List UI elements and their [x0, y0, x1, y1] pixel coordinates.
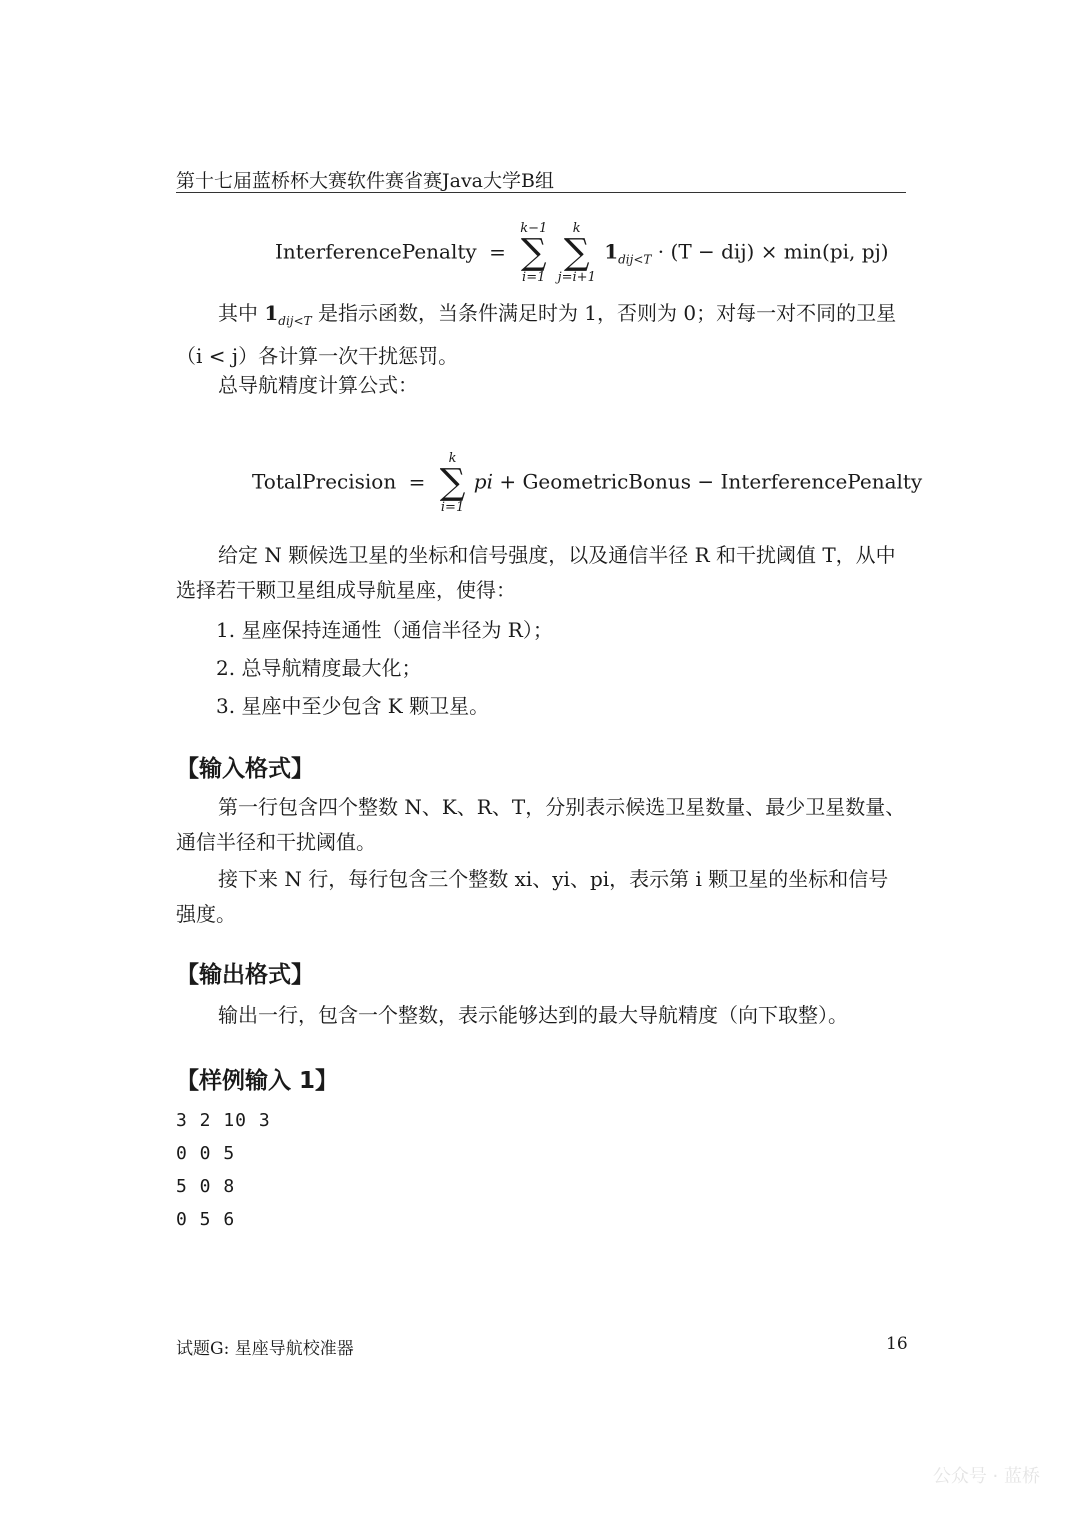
- para1-indicator: 1: [264, 301, 279, 325]
- para1-text-b: 是指示函数，当条件满足时为 1，否则为 0；对每一对不同的卫星（i < j）各计算一次干扰惩罚。: [176, 301, 897, 368]
- para1-indicator-sub: dij<T: [278, 314, 312, 328]
- formula2-lhs: TotalPrecision: [252, 469, 397, 494]
- section-title-input: 【输入格式】: [176, 756, 314, 782]
- page-header: 第十七届蓝桥杯大赛软件赛省赛Java大学B组: [176, 170, 554, 192]
- formula2-term: pi: [473, 469, 493, 494]
- formula1-indicator-sub: dij<T: [618, 252, 652, 267]
- input-format-p2: 接下来 N 行，每行包含三个整数 xi、yi、pi，表示第 i 颗卫星的坐标和信号强度。: [176, 867, 889, 926]
- sample-line: 0 0 5: [176, 1143, 236, 1164]
- sigma-symbol: ∑: [563, 232, 590, 273]
- paragraph-total-formula-label: 总导航精度计算公式：: [218, 373, 418, 397]
- formula1-body: · (T − dij) × min(pi, pj): [657, 239, 889, 264]
- sample-line: 5 0 8: [176, 1176, 236, 1197]
- header-rule: [176, 192, 906, 193]
- formula1-eq: =: [489, 239, 506, 264]
- formula2-sum-lower: i=1: [440, 500, 465, 515]
- para1-text-a: 其中: [218, 301, 265, 325]
- paragraph-problem-statement: 给定 N 颗候选卫星的坐标和信号强度，以及通信半径 R 和干扰阈值 T，从中选择若干颗卫星组成导航星座，使得：: [176, 543, 896, 602]
- list-item: 3. 星座中至少包含 K 颗卫星。: [216, 694, 490, 718]
- formula1-sum1-upper: k−1: [520, 221, 548, 236]
- formula1-sum-outer: [520, 222, 547, 284]
- formula1-indicator: 1: [604, 239, 619, 264]
- input-format-p1: 第一行包含四个整数 N、K、R、T，分别表示候选卫星数量、最少卫星数量、通信半径和干扰阈值。: [176, 795, 906, 854]
- sigma-symbol: ∑: [520, 232, 547, 273]
- formula2-sum-upper: k: [448, 451, 457, 466]
- formula2-rest: + GeometricBonus − InterferencePenalty: [499, 469, 923, 494]
- formula-interference-penalty: [275, 222, 889, 284]
- list-item: 1. 星座保持连通性（通信半径为 R）；: [216, 618, 553, 642]
- formula1-lhs: InterferencePenalty: [275, 239, 477, 264]
- watermark: 公众号 · 蓝桥: [932, 1466, 1040, 1487]
- formula-total-precision: [252, 452, 922, 514]
- footer-problem-title: 试题G: 星座导航校准器: [176, 1339, 354, 1359]
- section-title-output: 【输出格式】: [176, 962, 314, 988]
- section-title-sample-input: 【样例输入 1】: [176, 1068, 339, 1094]
- paragraph-indicator-explanation: [176, 296, 906, 374]
- formula2-sum: [440, 452, 466, 514]
- formula1-sum-inner: [558, 222, 596, 284]
- sample-line: 0 5 6: [176, 1209, 236, 1230]
- output-format-p1: 输出一行，包含一个整数，表示能够达到的最大导航精度（向下取整）。: [218, 1003, 848, 1027]
- list-item: 2. 总导航精度最大化；: [216, 656, 422, 680]
- formula1-sum2-lower: j=i+1: [557, 270, 596, 285]
- footer-page-number: 16: [886, 1334, 908, 1354]
- formula1-sum1-lower: i=1: [522, 270, 546, 285]
- formula1-sum2-upper: k: [572, 221, 581, 236]
- sample-line: 3 2 10 3: [176, 1110, 271, 1131]
- formula2-eq: =: [408, 469, 426, 494]
- sigma-symbol: ∑: [439, 462, 466, 503]
